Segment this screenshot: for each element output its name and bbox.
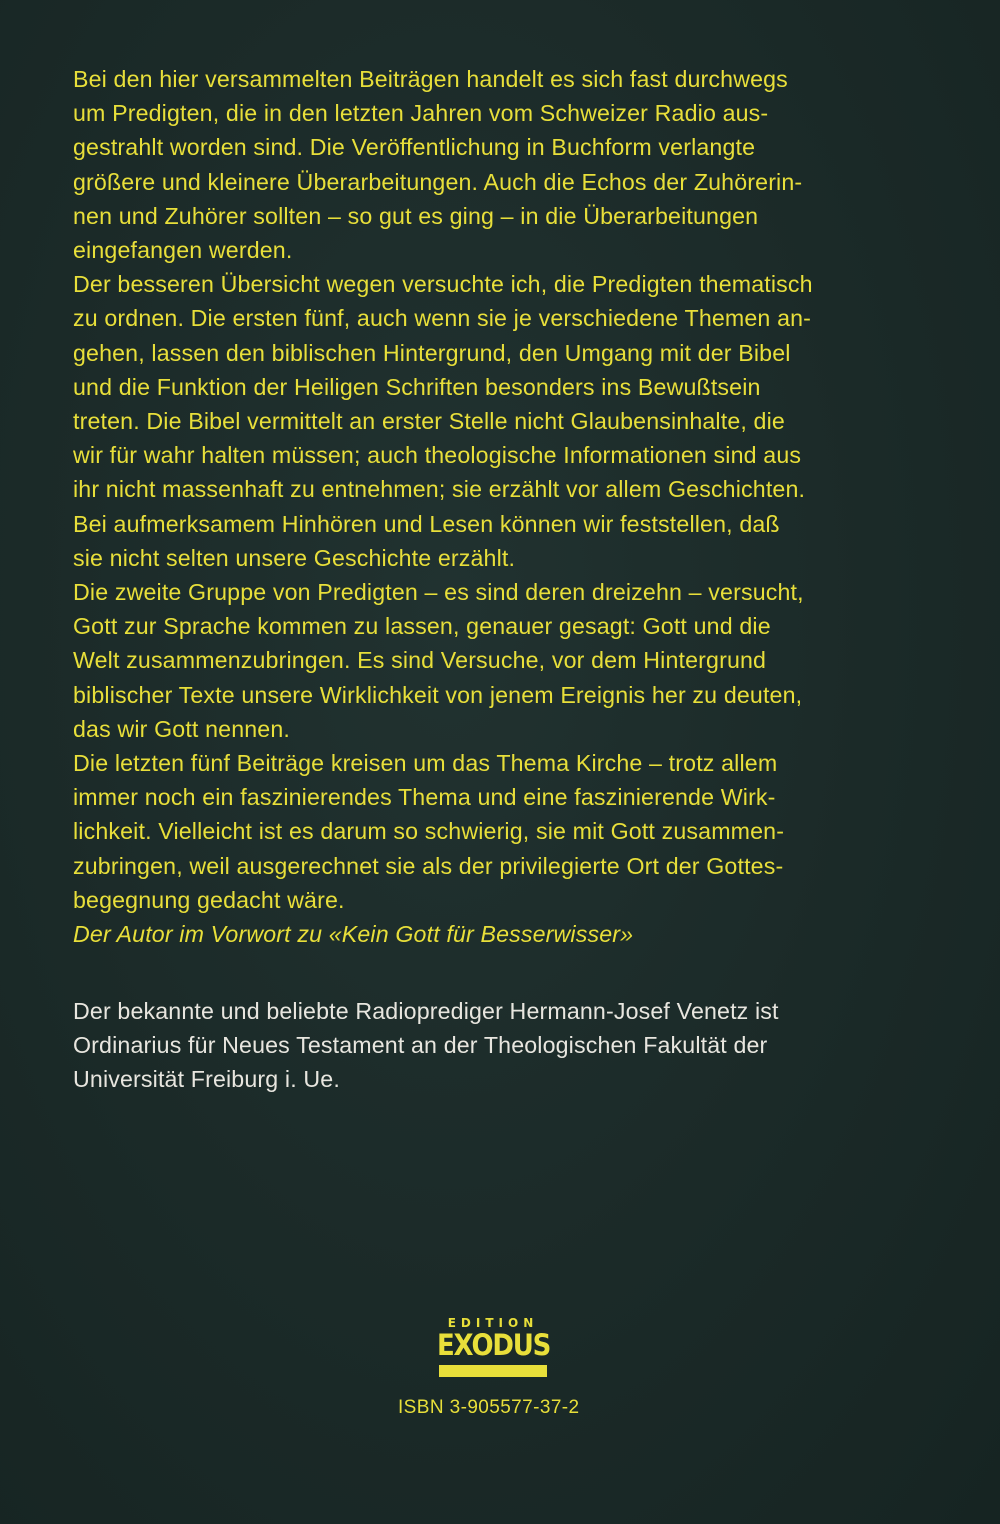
- blurb-line: treten. Die Bibel vermittelt an erster Stelle nicht Glaubensinhalte, die: [73, 408, 785, 435]
- attribution: Der Autor im Vorwort zu «Kein Gott für Besserwisser»: [73, 921, 634, 948]
- blurb-line: Bei den hier versammelten Beiträgen handelt es sich fast durchwegs: [73, 66, 788, 92]
- blurb-line: Die letzten fünf Beiträge kreisen um das Thema Kirche – trotz allem: [73, 750, 778, 777]
- publisher-logo: [437, 1316, 549, 1380]
- blurb-line: ihr nicht massenhaft zu entnehmen; sie erzählt vor allem Geschichten.: [73, 476, 806, 503]
- blurb-line: zu ordnen. Die ersten fünf, auch wenn sie je verschiedene Themen an-: [73, 305, 812, 332]
- blurb-line: Die zweite Gruppe von Predigten – es sind deren dreizehn – versucht,: [73, 579, 804, 606]
- blurb-line: biblischer Texte unsere Wirklichkeit von jenem Ereignis her zu deuten,: [73, 681, 803, 708]
- bio-line: Universität Freiburg i. Ue.: [73, 1066, 340, 1093]
- blurb-line: um Predigten, die in den letzten Jahren vom Schweizer Radio aus-: [73, 100, 769, 127]
- blurb-line: nen und Zuhörer sollten – so gut es ging – in die Überarbeitungen: [73, 202, 759, 229]
- isbn-number: ISBN 3-905577-37-2: [398, 1397, 580, 1418]
- blurb-line: Bei aufmerksamem Hinhören und Lesen können wir feststellen, daß: [73, 510, 780, 537]
- blurb-line: eingefangen werden.: [73, 237, 293, 264]
- blurb-line: immer noch ein faszinierendes Thema und eine faszinierende Wirk-: [73, 784, 776, 811]
- blurb-line: sie nicht selten unsere Geschichte erzählt.: [73, 544, 516, 571]
- author-bio: [73, 994, 953, 1097]
- blurb-text: [73, 62, 953, 951]
- blurb-line: das wir Gott nennen.: [73, 715, 290, 742]
- blurb-line: und die Funktion der Heiligen Schriften besonders ins Bewußtsein: [73, 373, 761, 400]
- blurb-line: wir für wahr halten müssen; auch theologische Informationen sind aus: [73, 442, 802, 469]
- blurb-line: Der besseren Übersicht wegen versuchte ich, die Predigten thematisch: [73, 271, 813, 298]
- logo-name-text: EXODUS: [437, 1329, 551, 1363]
- logo-edition-text: EDITION: [447, 1316, 539, 1330]
- blurb-line: gehen, lassen den biblischen Hintergrund, den Umgang mit der Bibel: [73, 339, 791, 366]
- logo-underline-bar: [439, 1365, 547, 1377]
- blurb-line: begegnung gedacht wäre.: [73, 886, 345, 913]
- blurb-line: Gott zur Sprache kommen zu lassen, genauer gesagt: Gott und die: [73, 613, 771, 640]
- bio-line: Der bekannte und beliebte Radioprediger Hermann-Josef Venetz ist: [73, 998, 779, 1024]
- blurb-line: größere und kleinere Überarbeitungen. Auch die Echos der Zuhörerin-: [73, 168, 803, 195]
- blurb-line: zubringen, weil ausgerechnet sie als der privilegierte Ort der Gottes-: [73, 852, 784, 879]
- blurb-line: lichkeit. Vielleicht ist es darum so schwierig, sie mit Gott zusammen-: [73, 818, 785, 845]
- bio-line: Ordinarius für Neues Testament an der Theologischen Fakultät der: [73, 1032, 768, 1059]
- blurb-line: Welt zusammenzubringen. Es sind Versuche, vor dem Hintergrund: [73, 647, 767, 674]
- blurb-line: gestrahlt worden sind. Die Veröffentlichung in Buchform verlangte: [73, 134, 756, 161]
